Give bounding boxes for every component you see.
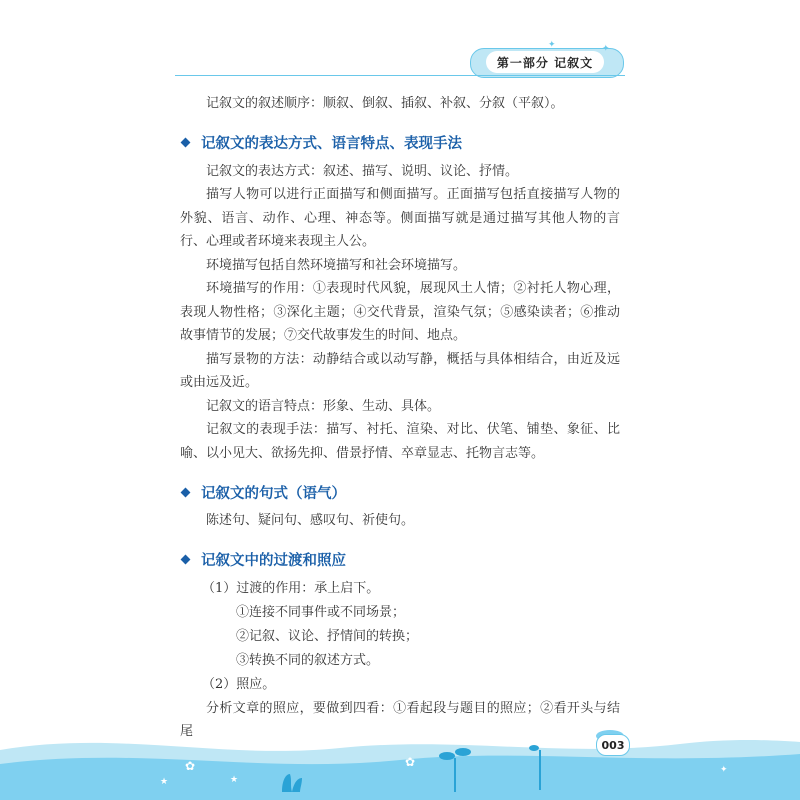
star-icon: ✦ [720,765,728,775]
paragraph: 记叙文的表达方式：叙述、描写、说明、议论、抒情。 [206,163,519,179]
flower-icon: ✿ [185,759,196,773]
section-heading-text: 记叙文中的过渡和照应 [201,553,346,569]
section-heading [180,130,620,156]
paragraph: 环境描写的作用：①表现时代风貌，展现风土人情；②衬托人物心理，表现人物性格；③深化主题；④交代背景，渲染气氛；⑤感染读者；⑥推动故事情节的发展；⑦交代故事发生的时间、地点。 [180,281,620,343]
wave-front [0,754,800,800]
sub-list-item: ③转换不同的叙述方式。 [236,652,380,668]
section-label: 第一部分 记叙文 [486,51,604,73]
list-item: （2）照应。 [202,676,276,692]
paragraph: 陈述句、疑问句、感叹句、祈使句。 [206,513,415,528]
sub-list-item: ①连接不同事件或不同场景； [236,604,406,620]
section-heading-text: 记叙文的表达方式、语言特点、表现手法 [201,136,462,152]
header-rule [175,75,625,76]
section-heading [180,479,620,505]
diamond-bullet-icon [181,138,191,148]
list-item: （1）过渡的作用：承上启下。 [202,580,380,596]
paragraph: 记叙文的语言特点：形象、生动、具体。 [206,398,441,414]
content-body [180,92,620,744]
paragraph: 环境描写包括自然环境描写和社会环境描写。 [206,257,467,273]
paragraph: 描写人物可以进行正面描写和侧面描写。正面描写包括直接描写人物的外貌、语言、动作、心理、神态等。侧面描写就是通过描写其他人物的言行、心理或者环境来表现主人公。 [180,187,620,249]
paragraph: 记叙文的表现手法：描写、衬托、渲染、对比、伏笔、铺垫、象征、比喻、以小见大、欲扬先抑、借景抒情、卒章显志、托物言志等。 [180,422,620,461]
star-icon: ✦ [602,44,610,54]
section-heading-text: 记叙文的句式（语气） [201,485,346,502]
page-number: 003 [596,734,630,756]
star-icon: ★ [230,775,239,785]
paragraph: 描写景物的方法：动静结合或以动写静，概括与具体相结合，由近及远或由远及近。 [180,351,620,390]
flower-icon: ✿ [405,755,416,769]
star-icon: ★ [160,777,169,787]
star-icon: ✦ [548,40,556,50]
paragraph: 记叙文的叙述顺序：顺叙、倒叙、插叙、补叙、分叙（平叙）。 [206,96,564,111]
footer-wave-decoration [0,720,800,800]
diamond-bullet-icon [181,487,191,497]
diamond-bullet-icon [181,555,191,565]
section-heading [180,547,620,573]
sub-list-item: ②记叙、议论、抒情间的转换； [236,628,419,644]
paragraph: 分析文章的照应，要做到四看：①看起段与题目的照应；②看开头与结尾 [180,700,620,739]
